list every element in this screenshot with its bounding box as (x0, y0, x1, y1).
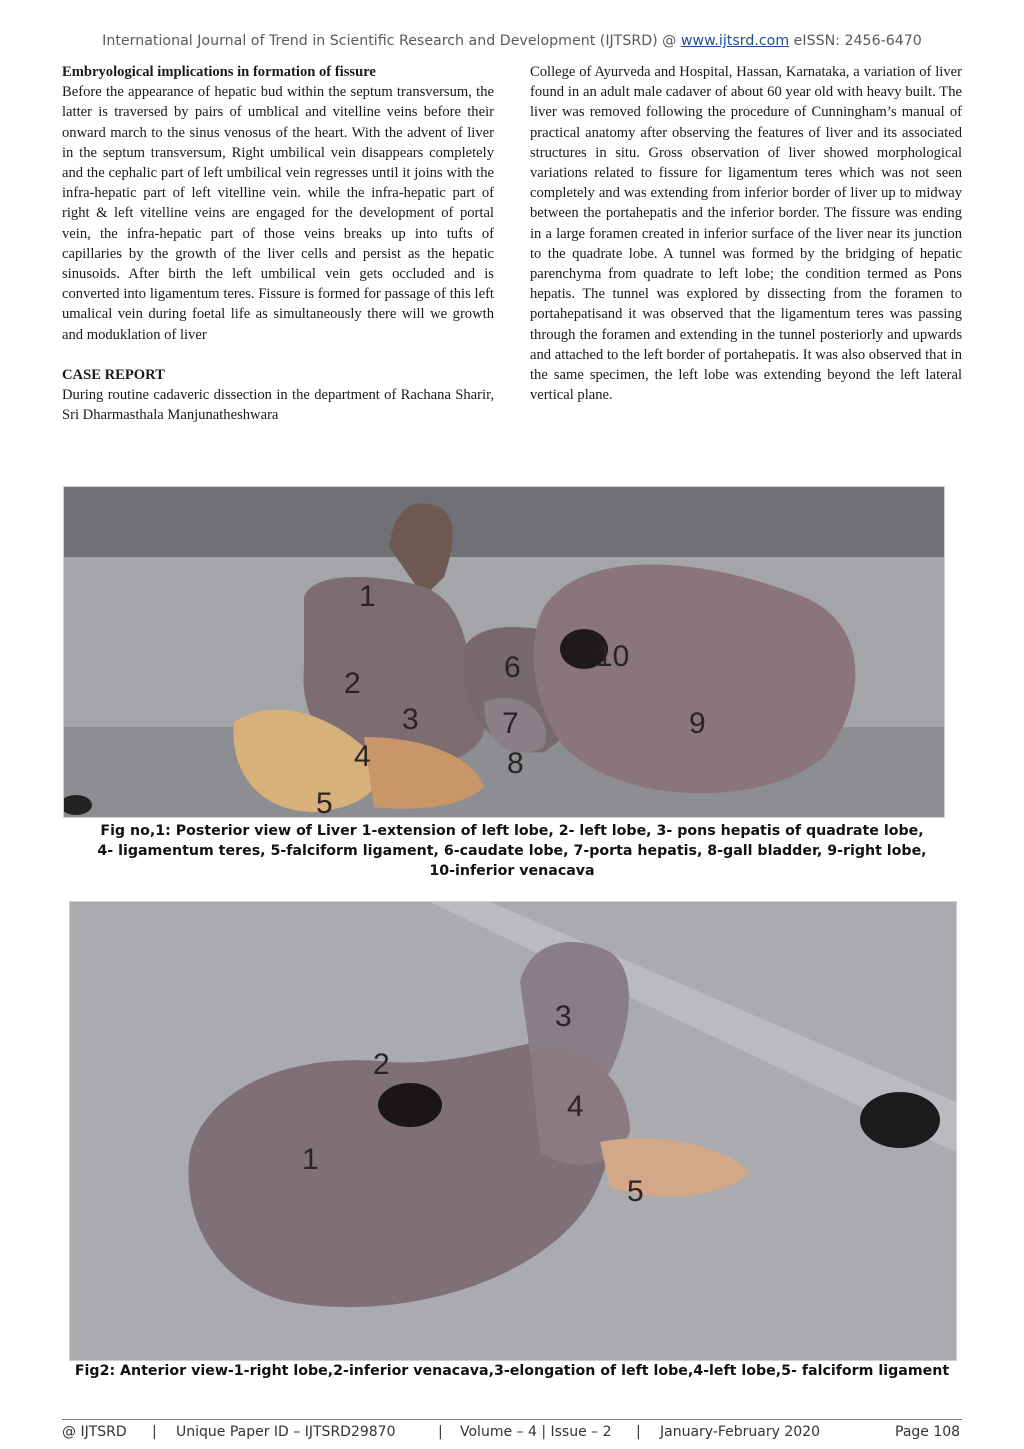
figure-1-caption-line-2: 4- ligamentum teres, 5-falciform ligament, 6-caudate lobe, 7-porta hepatis, 8-gall bladder, 9-right lobe, (97, 843, 927, 859)
fig1-label-7: 7 (502, 707, 519, 740)
footer-separator-2: | (438, 1424, 443, 1440)
fig1-label-10: 10 (596, 640, 630, 673)
fig1-label-3: 3 (402, 703, 419, 736)
page-footer (62, 1419, 962, 1442)
footer-page-number: Page 108 (895, 1424, 961, 1440)
right-text-column (530, 62, 962, 405)
journal-url-link[interactable]: www.ijtsrd.com (680, 33, 790, 49)
footer-paper-id: Unique Paper ID – IJTSRD29870 (176, 1424, 396, 1440)
fig1-label-5: 5 (316, 787, 333, 818)
fig1-label-2: 2 (344, 667, 361, 700)
figure-2-photo-illustration (70, 902, 956, 1360)
figure-1-caption-line-3: 10-inferior venacava (429, 863, 595, 879)
case-report-paragraph-start: During routine cadaveric dissection in the department of Rachana Sharir, Sri Dharmasthala Manjunatheshwara (62, 387, 494, 424)
section-heading-embryology: Embryological implications in formation of fissure (62, 64, 376, 80)
section-heading-case-report: CASE REPORT (62, 366, 165, 383)
footer-date: January-February 2020 (660, 1424, 820, 1440)
fig1-label-1: 1 (359, 580, 376, 613)
fig1-label-6: 6 (504, 651, 521, 684)
fig1-label-4: 4 (354, 740, 371, 773)
figure-1-caption-line-1: Fig no,1: Posterior view of Liver 1-extension of left lobe, 2- left lobe, 3- pons hepatis of quadrate lobe, (100, 823, 924, 839)
footer-volume-issue: Volume – 4 | Issue – 2 (460, 1424, 612, 1440)
footer-site: @ IJTSRD (62, 1424, 127, 1440)
fig1-label-9: 9 (689, 707, 706, 740)
case-report-paragraph-continued: College of Ayurveda and Hospital, Hassan, Karnataka, a variation of liver found in an adult male cadaver of about 60 year old with heavy built. The liver was removed following the procedure of Cunningham’s manual of practical anatomy after observing the features of liver and its associated structures in situ. Gross observation of liver showed morphological variations related to fissure for ligamentum teres which was not seen completely and was extending from inferior border of liver up to midway between the portahepatis and the inferior border. The fissure was ending in a large foramen created in inferior surface of the liver near its junction to the quadrate lobe. A tunnel was formed by the bridging of hepatic parenchyma from quadrate to left lobe; the condition termed as Pons hepatis. The tunnel was explored by dissecting from the foramen to portahepatisand it was observed that the ligamentum teres was passing through the foramen and extending in the tunnel posteriorly and upwards and attached to the left border of portahepatis. It was also observed that in the same specimen, the left lobe was extending beyond the left lateral vertical plane. (530, 64, 962, 404)
fig2-label-4: 4 (567, 1090, 584, 1123)
fig2-label-3: 3 (555, 1000, 572, 1033)
figure-1-liver-posterior-photo (63, 486, 945, 818)
journal-title: International Journal of Trend in Scientific Research and Development (IJTSRD) @ (102, 33, 681, 49)
fig2-label-5: 5 (627, 1175, 644, 1208)
footer-separator-1: | (152, 1424, 157, 1440)
figure-1-caption (0, 821, 1024, 881)
left-text-column (62, 62, 494, 425)
embryology-paragraph: Before the appearance of hepatic bud within the septum transversum, the latter is traversed by pairs of umblical and vitelline veins before their onward march to the sinus venosus of the heart. With the advent of liver in the septum transversum, Right umbilical vein disappears completely and the cephalic part of left umbilical vein regresses until it joins with the infra-hepatic part of left vitelline vein. while the infra-hepatic part of right & left vitelline veins are engaged for the development of portal vein, the infra-hepatic part of those veins breaks up into tufts of capillaries by the growth of the liver cells and persist as the hepatic sinusoids. After birth the left umbilical vein gets occluded and is converted into ligamentum teres. Fissure is formed for passage of this left umalical vein during foetal life as simultaneously there will we growth and moduklation of liver (62, 84, 494, 343)
journal-header (0, 33, 1024, 49)
fig2-label-1: 1 (302, 1143, 319, 1176)
figure-2-liver-anterior-photo (69, 901, 957, 1361)
fig2-label-2: 2 (373, 1048, 390, 1081)
footer-separator-3: | (636, 1424, 641, 1440)
fig1-label-8: 8 (507, 747, 524, 780)
journal-issn: eISSN: 2456-6470 (789, 33, 922, 49)
figure-2-caption: Fig2: Anterior view-1-right lobe,2-inferior venacava,3-elongation of left lobe,4-left lobe,5- falciform ligament (74, 1363, 950, 1379)
